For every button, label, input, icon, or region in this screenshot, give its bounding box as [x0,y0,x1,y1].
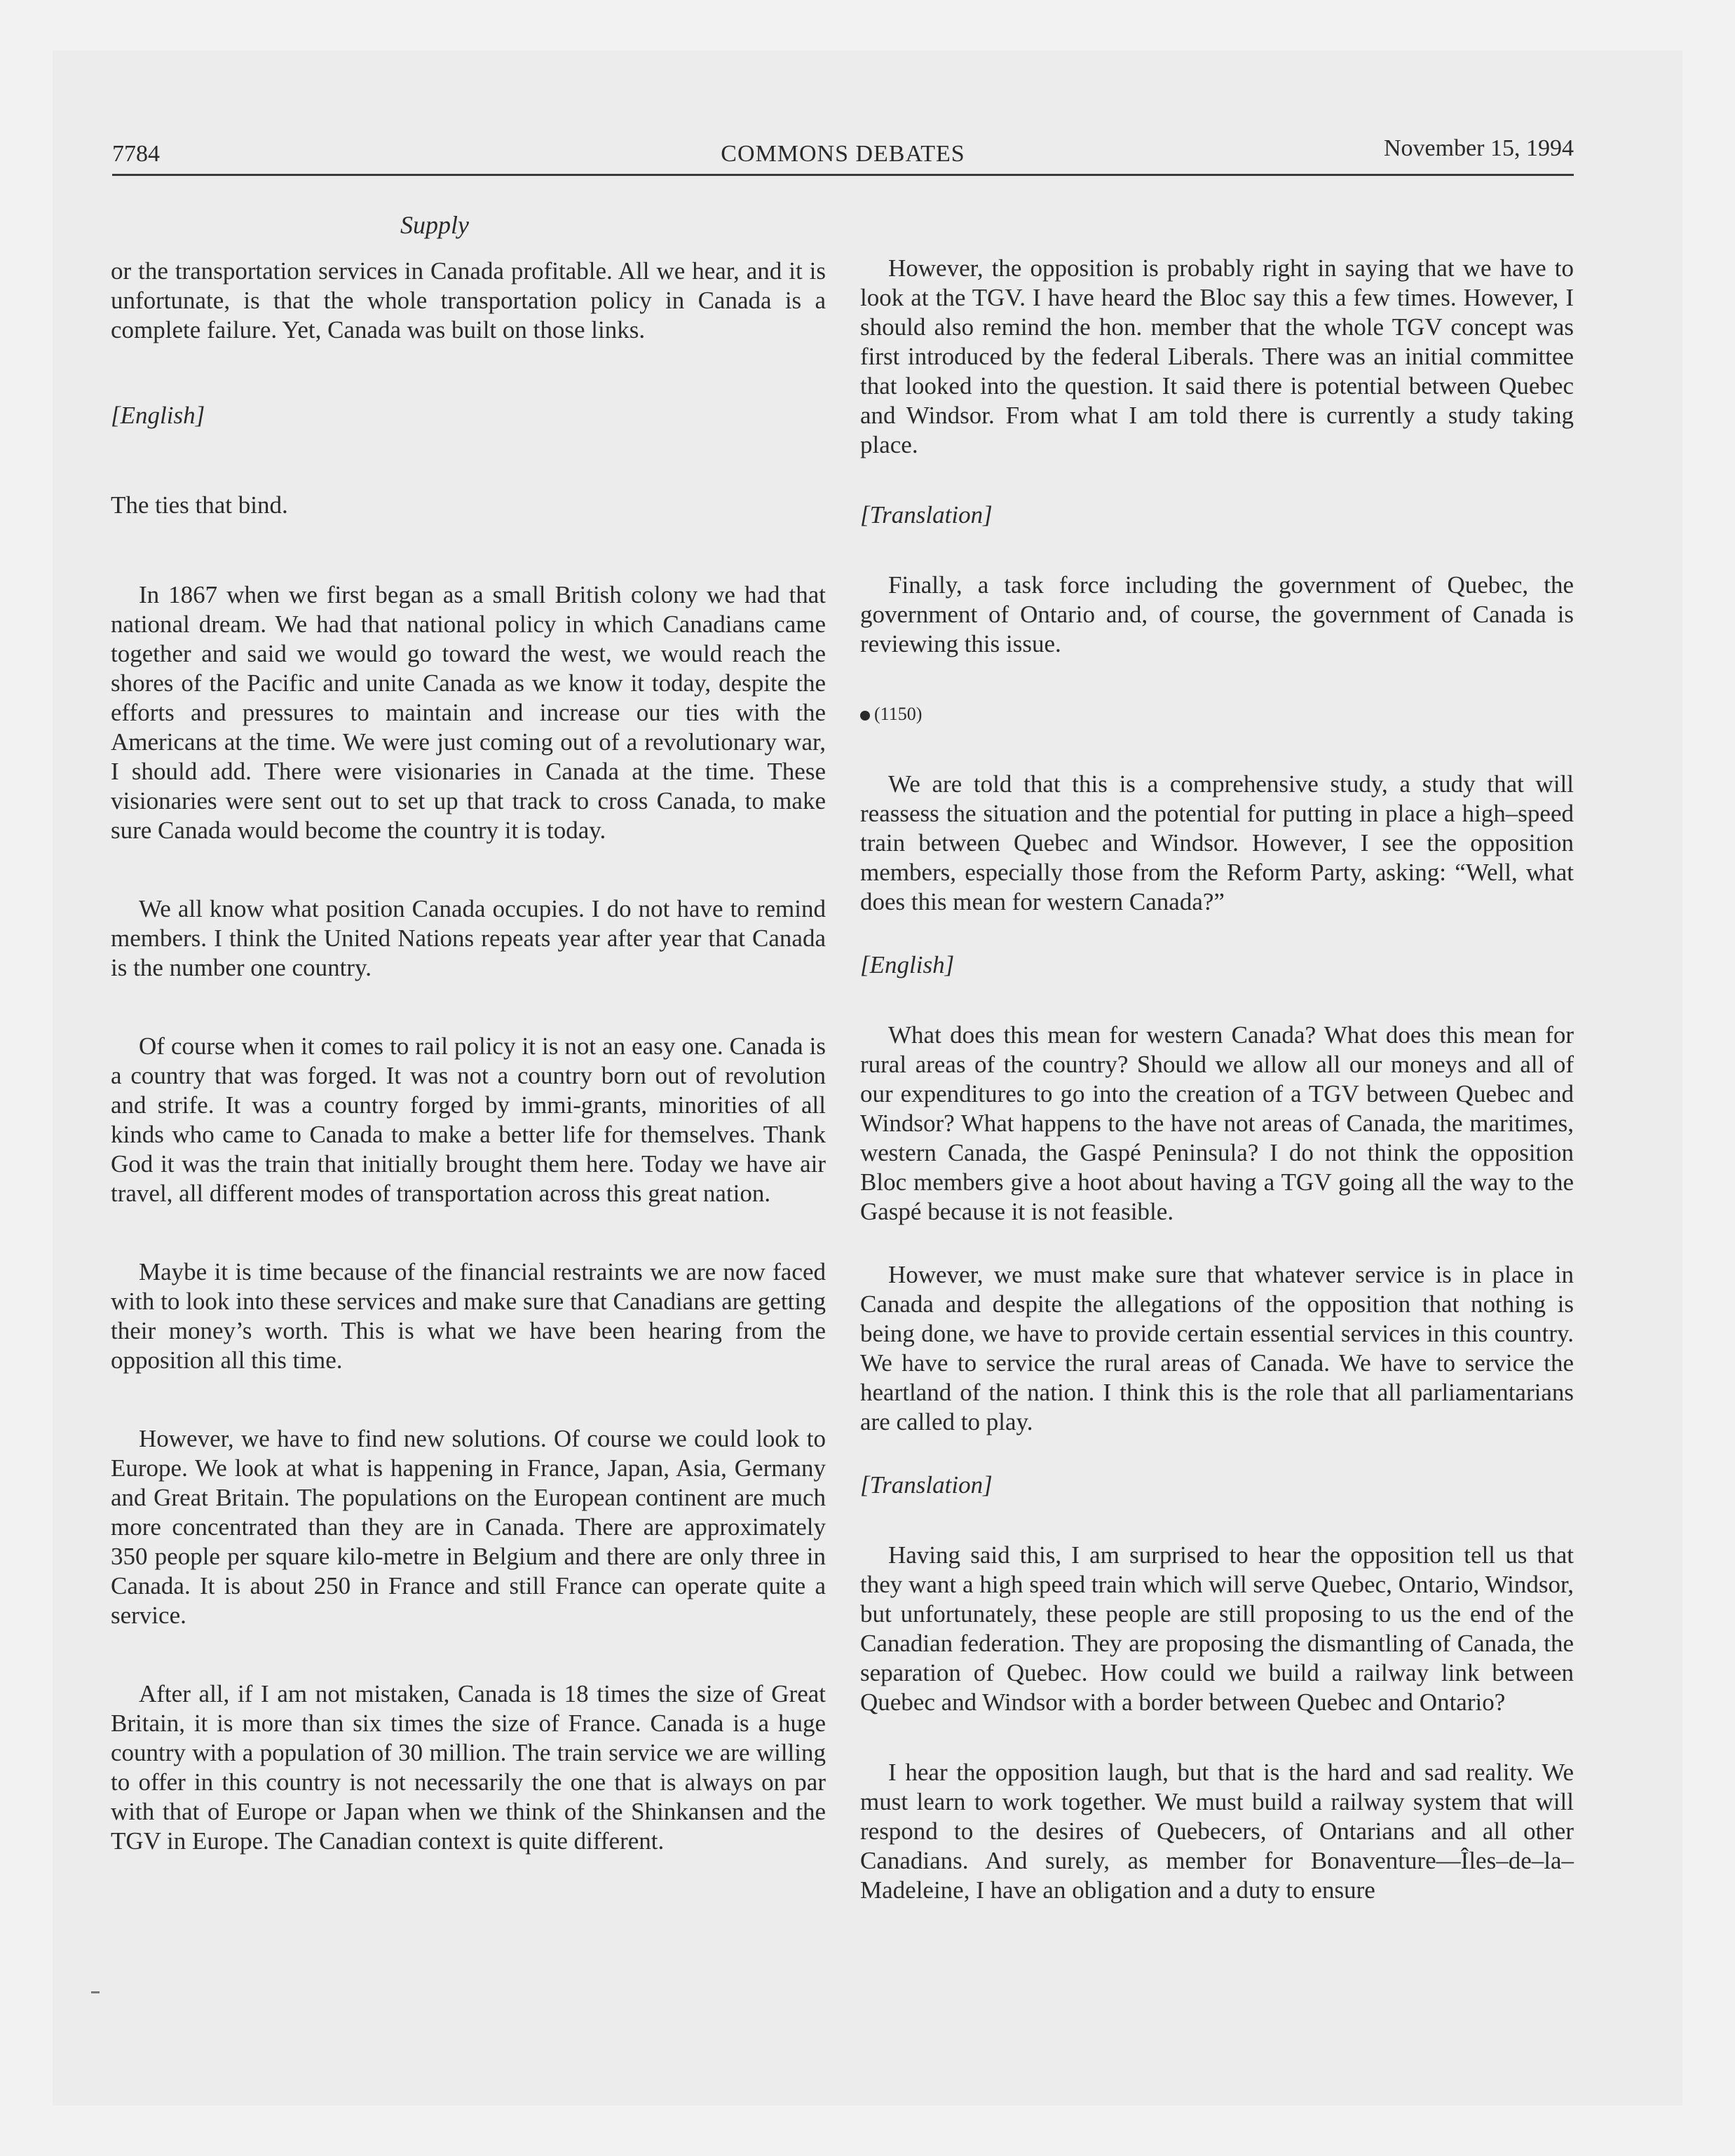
paragraph: Having said this, I am surprised to hear the opposition tell us that they want a high speed train which will serve Quebec, Ontario, Windsor, but unfortunately, these people are still proposing to us the end of the Canadian federation. They are proposing the dismantling of Canada, the separation of Quebec. How could we build a railway link between Quebec and Windsor with a border between Quebec and Ontario? [860,1541,1574,1716]
left-column [111,257,826,1856]
language-marker: [English] [860,951,955,978]
paragraph: In 1867 when we first began as a small British colony we had that national dream. We had that national policy in which Canadians came together and said we would go toward the west, we would reach the shores of the Pacific and unite Canada as we know it today, despite the efforts and pressures to maintain and increase our ties with the Americans at the time. We were just coming out of a revolutionary war, I should add. There were visionaries in Canada at the time. These visionaries were sent out to set up that track to cross Canada, to make sure Canada would become the country it is today. [111,581,826,844]
paragraph: Of course when it comes to rail policy it is not an easy one. Canada is a country that was forged. It was not a country born out of revolution and strife. It was a country forged by immi-grants, minorities of all kinds who came to Canada to make a better life for themselves. Thank God it was the train that initially brought them here. Today we have air travel, all different modes of transportation across this great nation. [111,1032,826,1207]
paragraph: What does this mean for western Canada? What does this mean for rural areas of the country? Should we allow all our moneys and all of our expenditures to go into the creation of a TGV between Quebec and Windsor? What happens to the have not areas of Canada, the maritimes, western Canada, the Gaspé Peninsula? I do not think the opposition Bloc members give a hoot about having a TGV going all the way to the Gaspé because it is not feasible. [860,1021,1574,1225]
paragraph: Finally, a task force including the government of Quebec, the government of Ontario and, of course, the government of Canada is reviewing this issue. [860,571,1574,657]
paragraph: However, the opposition is probably right in saying that we have to look at the TGV. I have heard the Bloc say this a few times. However, I should also remind the hon. member that the whole TGV concept was first introduced by the federal Liberals. There was an initial committee that looked into the question. It said there is potential between Quebec and Windsor. From what I am told there is currently a study taking place. [860,254,1574,458]
time-marker: (1150) [860,700,1574,729]
page-number: 7784 [112,141,160,167]
paragraph: After all, if I am not mistaken, Canada is 18 times the size of Great Britain, it is more than six times the size of France. Canada is a huge country with a population of 30 million. The train service we are willing to offer in this country is not necessarily the one that is always on par with that of Europe or Japan when we think of the Shinkansen and the TGV in Europe. The Canadian context is quite different. [111,1680,826,1855]
paragraph: I hear the opposition laugh, but that is the hard and sad reality. We must learn to work together. We must build a railway system that will respond to the desires of Quebecers, of Ontarians and all other Canadians. And surely, as member for Bonaventure—Îles–de–la–Madeleine, I have an obligation and a duty to ensure [860,1759,1574,1904]
paragraph: Maybe it is time because of the financial restraints we are now faced with to look into these services and make sure that Canadians are getting their money’s worth. This is what we have been hearing from the opposition all this time. [111,1258,826,1374]
language-marker: [English] [111,402,205,429]
section-title: Supply [400,211,469,239]
publication-title: COMMONS DEBATES [721,141,965,167]
paragraph: We are told that this is a comprehensive study, a study that will reassess the situation and the potential for putting in place a high–speed train between Quebec and Windsor. However, I see the opposition members, especially those from the Reform Party, asking: “Well, what does this mean for western Canada?” [860,770,1574,915]
language-marker: [Translation] [860,1471,993,1499]
paragraph: However, we must make sure that whatever service is in place in Canada and despite the allegations of the opposition that nothing is being done, we have to provide certain essential services in this country. We have to service the rural areas of Canada. We have to service the heartland of the nation. I think this is the role that all parliamentarians are called to play. [860,1261,1574,1435]
paragraph: or the transportation services in Canada profitable. All we hear, and it is unfortunate, is that the whole transportation policy in Canada is a complete failure. Yet, Canada was built on those links. [111,257,826,343]
paragraph: The ties that bind. [111,491,288,519]
right-column [860,254,1574,1905]
page-header [112,135,1574,176]
paragraph: However, we have to find new solutions. Of course we could look to Europe. We look at what is happening in France, Japan, Asia, Germany and Great Britain. The populations on the European continent are much more concentrated than they are in Canada. There are approximately 350 people per square kilo-metre in Belgium and there are only three in Canada. It is about 250 in France and still France can operate quite a service. [111,1425,826,1629]
bullet-icon [860,711,870,721]
language-marker: [Translation] [860,501,993,528]
paragraph: We all know what position Canada occupies. I do not have to remind members. I think the United Nations repeats year after year that Canada is the number one country. [111,895,826,981]
scan-mark [91,1991,100,1993]
sitting-date: November 15, 1994 [1383,135,1574,161]
